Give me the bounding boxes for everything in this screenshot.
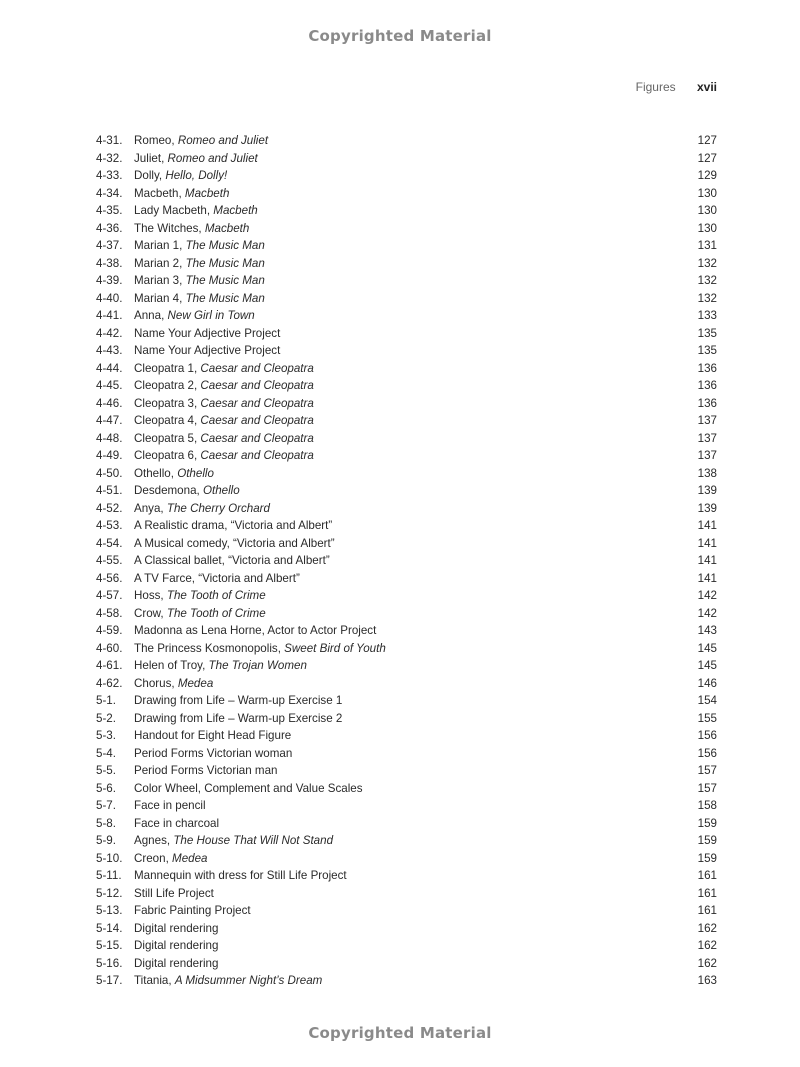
figure-caption <box>134 342 677 360</box>
figure-work-title: Romeo and Juliet <box>177 134 269 147</box>
figure-entry <box>96 272 717 290</box>
figure-page-number: 156 <box>697 746 717 760</box>
figure-number: 4-60. <box>96 641 123 655</box>
figure-caption-text: Period Forms Victorian man <box>134 764 278 777</box>
figure-page-number: 156 <box>697 729 717 742</box>
figure-entry <box>96 430 717 448</box>
figure-entry <box>96 202 717 220</box>
figure-page-number: 155 <box>697 711 717 725</box>
figure-number: 5-6. <box>96 781 116 795</box>
figure-number: 4-54. <box>96 536 123 550</box>
figure-caption-text: Face in pencil <box>134 799 206 812</box>
figure-number: 4-50. <box>96 466 123 480</box>
figure-number: 4-44. <box>96 361 123 375</box>
figure-entry <box>96 342 717 360</box>
figure-page-number: 137 <box>697 414 717 427</box>
figure-page-number: 143 <box>697 624 717 637</box>
figure-caption-text: Romeo, <box>134 134 178 147</box>
figure-page-number: 162 <box>697 956 717 970</box>
figure-caption-text: A Classical ballet, “Victoria and Albert” <box>134 554 330 567</box>
figure-caption <box>134 762 677 780</box>
figure-number: 5-13. <box>96 904 123 917</box>
figure-number: 4-53. <box>96 519 123 532</box>
figure-caption-text: Lady Macbeth, <box>134 204 214 217</box>
figure-number: 5-9. <box>96 834 116 847</box>
figure-page-number: 141 <box>697 519 717 532</box>
figure-entry <box>96 307 717 325</box>
figure-caption-text: Marian 1, <box>134 239 186 252</box>
figure-caption-text: Dolly, <box>134 169 166 182</box>
figure-page-number: 130 <box>697 186 717 200</box>
figure-caption <box>134 797 677 815</box>
figure-caption-text: Hoss, <box>134 589 167 602</box>
figure-page-number: 157 <box>697 764 717 777</box>
figure-entry <box>96 150 717 168</box>
figure-page-number: 139 <box>697 501 717 515</box>
figure-entry <box>96 902 717 920</box>
figure-work-title: The Music Man <box>185 239 265 252</box>
figure-number: 4-46. <box>96 396 123 410</box>
figure-number: 5-4. <box>96 746 116 760</box>
figure-caption <box>134 605 677 623</box>
figure-work-title: Medea <box>177 676 214 690</box>
figure-number: 4-38. <box>96 256 123 270</box>
figure-work-title: The Tooth of Crime <box>166 606 266 620</box>
figure-caption-text: Color Wheel, Complement and Value Scales <box>134 781 363 795</box>
figure-number: 4-56. <box>96 571 123 585</box>
figure-caption <box>134 710 677 728</box>
figure-number: 5-2. <box>96 711 116 725</box>
figure-caption-text: Name Your Adjective Project <box>134 326 281 340</box>
figure-caption <box>134 272 677 290</box>
figure-caption-text: Digital rendering <box>134 921 219 935</box>
figure-caption <box>134 220 677 238</box>
figure-entry <box>96 727 717 745</box>
figure-caption <box>134 185 677 203</box>
figure-caption <box>134 377 677 395</box>
figure-caption-text: Mannequin with dress for Still Life Project <box>134 869 347 882</box>
figure-caption <box>134 587 677 605</box>
figure-entry <box>96 657 717 675</box>
figure-entry <box>96 745 717 763</box>
figure-caption <box>134 482 677 500</box>
figure-work-title: Macbeth <box>184 186 230 200</box>
figure-caption-text: Helen of Troy, <box>134 659 209 672</box>
figure-entry <box>96 132 717 150</box>
figure-caption <box>134 167 677 185</box>
figure-page-number: 159 <box>697 851 717 865</box>
figure-caption <box>134 850 677 868</box>
figure-caption <box>134 955 677 973</box>
figure-caption-text: Digital rendering <box>134 956 219 970</box>
figure-page-number: 145 <box>697 641 717 655</box>
figure-caption <box>134 202 677 220</box>
figure-page-number: 145 <box>697 659 717 672</box>
figure-caption <box>134 780 677 798</box>
figure-caption-text: Cleopatra 6, <box>134 449 201 462</box>
figure-number: 4-34. <box>96 186 123 200</box>
figure-page-number: 129 <box>697 169 717 182</box>
figure-number: 5-1. <box>96 694 116 707</box>
figure-caption <box>134 150 677 168</box>
figure-page-number: 137 <box>697 431 717 445</box>
figure-caption-text: Handout for Eight Head Figure <box>134 729 292 742</box>
figure-caption-text: Agnes, <box>134 834 174 847</box>
figure-entry <box>96 517 717 535</box>
figure-caption <box>134 255 677 273</box>
figure-entry <box>96 797 717 815</box>
figure-page-number: 127 <box>697 134 717 147</box>
figure-caption <box>134 465 677 483</box>
figure-entry <box>96 885 717 903</box>
figure-caption-text: Juliet, <box>134 151 168 165</box>
figure-page-number: 162 <box>697 921 717 935</box>
figure-caption <box>134 412 677 430</box>
figure-page-number: 130 <box>697 221 717 235</box>
figure-caption <box>134 132 677 150</box>
figure-work-title: Hello, Dolly! <box>165 169 228 182</box>
figure-number: 5-12. <box>96 886 123 900</box>
figure-number: 5-14. <box>96 921 123 935</box>
figure-caption-text: Marian 3, <box>134 274 186 287</box>
figure-entry <box>96 412 717 430</box>
figure-caption-text: Drawing from Life – Warm-up Exercise 1 <box>134 694 343 707</box>
figure-page-number: 135 <box>697 344 717 357</box>
figure-entry <box>96 710 717 728</box>
figure-caption-text: A TV Farce, “Victoria and Albert” <box>134 571 300 585</box>
figure-page-number: 158 <box>697 799 717 812</box>
figure-entry <box>96 325 717 343</box>
figure-caption-text: Desdemona, <box>134 484 203 497</box>
figure-caption <box>134 430 677 448</box>
figure-number: 4-35. <box>96 204 123 217</box>
figure-work-title: Macbeth <box>204 221 250 235</box>
figure-entry <box>96 220 717 238</box>
figure-caption <box>134 237 677 255</box>
figure-number: 4-61. <box>96 659 123 672</box>
figure-entry <box>96 850 717 868</box>
figure-caption-text: Drawing from Life – Warm-up Exercise 2 <box>134 711 343 725</box>
figure-number: 4-39. <box>96 274 123 287</box>
figure-caption <box>134 622 677 640</box>
figure-work-title: The Cherry Orchard <box>166 501 270 515</box>
figure-number: 4-37. <box>96 239 123 252</box>
figure-entry <box>96 867 717 885</box>
figure-work-title: Macbeth <box>213 204 258 217</box>
figure-caption-text: Othello, <box>134 466 178 480</box>
figure-page-number: 163 <box>697 974 717 987</box>
figure-entry <box>96 500 717 518</box>
figure-caption <box>134 692 677 710</box>
figure-page-number: 132 <box>697 256 717 270</box>
figure-caption <box>134 517 677 535</box>
figure-caption-text: Cleopatra 5, <box>134 431 201 445</box>
figure-entry <box>96 395 717 413</box>
figure-caption-text: Cleopatra 1, <box>134 361 201 375</box>
figure-caption <box>134 972 677 990</box>
figure-caption-text: Still Life Project <box>134 886 214 900</box>
figure-caption <box>134 447 677 465</box>
figure-number: 4-33. <box>96 169 123 182</box>
figure-entry <box>96 920 717 938</box>
figure-number: 4-45. <box>96 379 123 392</box>
figure-page-number: 137 <box>697 449 717 462</box>
figure-caption-text: Face in charcoal <box>134 816 220 830</box>
figure-caption-text: Name Your Adjective Project <box>134 344 281 357</box>
figure-number: 4-47. <box>96 414 123 427</box>
figure-entry <box>96 587 717 605</box>
figure-number: 4-59. <box>96 624 123 637</box>
figure-list <box>96 132 717 990</box>
figure-caption <box>134 675 677 693</box>
figure-entry <box>96 570 717 588</box>
figure-entry <box>96 290 717 308</box>
figure-number: 4-48. <box>96 431 123 445</box>
figure-work-title: Caesar and Cleopatra <box>200 431 314 445</box>
figure-entry <box>96 185 717 203</box>
figure-caption-text: Cleopatra 3, <box>134 396 201 410</box>
figure-work-title: The Music Man <box>185 291 265 305</box>
figure-caption <box>134 535 677 553</box>
figure-work-title: Medea <box>172 851 208 865</box>
figure-entry <box>96 377 717 395</box>
figure-caption-text: Madonna as Lena Horne, Actor to Actor Project <box>134 624 377 637</box>
figure-caption <box>134 815 677 833</box>
figure-entry <box>96 692 717 710</box>
figure-work-title: Caesar and Cleopatra <box>200 379 314 392</box>
figure-number: 4-51. <box>96 484 123 497</box>
figure-number: 5-16. <box>96 956 123 970</box>
figure-entry <box>96 447 717 465</box>
figure-page-number: 154 <box>697 694 717 707</box>
figure-caption <box>134 500 677 518</box>
figure-number: 4-62. <box>96 676 123 690</box>
figure-caption <box>134 360 677 378</box>
figure-caption <box>134 570 677 588</box>
figure-work-title: The Trojan Women <box>208 659 307 672</box>
figure-work-title: New Girl in Town <box>167 309 255 322</box>
figure-caption-text: The Princess Kosmonopolis, <box>134 641 285 655</box>
figure-page-number: 161 <box>697 904 717 917</box>
figure-page-number: 132 <box>697 291 717 305</box>
figure-caption <box>134 657 677 675</box>
figure-entry <box>96 535 717 553</box>
figure-page-number: 159 <box>697 816 717 830</box>
section-label: Figures <box>635 80 676 94</box>
figure-caption-text: Marian 4, <box>134 291 186 305</box>
figure-entry <box>96 605 717 623</box>
figure-page-number: 161 <box>697 886 717 900</box>
figure-caption <box>134 902 677 920</box>
copyright-watermark-top: Copyrighted Material <box>308 27 492 45</box>
figure-page-number: 135 <box>697 326 717 340</box>
figure-page-number: 136 <box>697 361 717 375</box>
figure-number: 4-36. <box>96 221 123 235</box>
figure-entry <box>96 255 717 273</box>
figure-caption-text: Anya, <box>134 501 167 515</box>
figure-entry <box>96 972 717 990</box>
figure-number: 4-57. <box>96 589 123 602</box>
figure-number: 5-11. <box>96 869 122 882</box>
figure-page-number: 127 <box>697 151 717 165</box>
figure-page-number: 161 <box>697 869 717 882</box>
figure-work-title: Romeo and Juliet <box>167 151 258 165</box>
figure-caption-text: Cleopatra 4, <box>134 414 201 427</box>
figure-caption-text: Fabric Painting Project <box>134 904 251 917</box>
figure-work-title: Othello <box>177 466 214 480</box>
figure-caption <box>134 937 677 955</box>
figure-page-number: 133 <box>697 309 717 322</box>
figure-entry <box>96 815 717 833</box>
figure-page-number: 141 <box>697 571 717 585</box>
figure-page-number: 132 <box>697 274 717 287</box>
figure-caption-text: Titania, <box>134 974 175 987</box>
figure-entry <box>96 675 717 693</box>
figure-caption-text: Macbeth, <box>134 186 185 200</box>
figure-caption-text: Anna, <box>134 309 168 322</box>
figure-page-number: 141 <box>697 536 717 550</box>
figure-page-number: 162 <box>697 939 717 952</box>
figure-number: 4-41. <box>96 309 123 322</box>
figure-caption-text: Crow, <box>134 606 167 620</box>
figure-entry <box>96 237 717 255</box>
figure-caption-text: A Musical comedy, “Victoria and Albert” <box>134 536 335 550</box>
figure-number: 4-40. <box>96 291 123 305</box>
figure-caption-text: Cleopatra 2, <box>134 379 201 392</box>
figure-entry <box>96 622 717 640</box>
figure-caption <box>134 640 677 658</box>
figure-page-number: 146 <box>697 676 717 690</box>
figure-page-number: 142 <box>697 606 717 620</box>
figure-entry <box>96 482 717 500</box>
figure-number: 4-52. <box>96 501 123 515</box>
figure-number: 5-15. <box>96 939 123 952</box>
figure-number: 5-3. <box>96 729 116 742</box>
figure-page-number: 157 <box>697 781 717 795</box>
figure-entry <box>96 167 717 185</box>
figure-work-title: The Music Man <box>185 274 265 287</box>
figure-caption <box>134 307 677 325</box>
running-head <box>96 80 717 94</box>
figure-work-title: The Tooth of Crime <box>166 589 266 602</box>
figure-entry <box>96 937 717 955</box>
figure-caption <box>134 867 677 885</box>
figure-page-number: 136 <box>697 396 717 410</box>
figure-number: 5-5. <box>96 764 116 777</box>
figure-number: 5-17. <box>96 974 123 987</box>
figure-work-title: Sweet Bird of Youth <box>284 641 386 655</box>
figure-page-number: 142 <box>697 589 717 602</box>
figure-work-title: Caesar and Cleopatra <box>200 414 314 427</box>
figure-caption-text: Digital rendering <box>134 939 219 952</box>
figure-page-number: 130 <box>697 204 717 217</box>
figure-entry <box>96 780 717 798</box>
figure-caption-text: Marian 2, <box>134 256 186 270</box>
figure-caption <box>134 885 677 903</box>
figure-entry <box>96 832 717 850</box>
figure-number: 4-55. <box>96 554 123 567</box>
figure-page-number: 131 <box>697 239 717 252</box>
figure-caption <box>134 745 677 763</box>
figure-entry <box>96 955 717 973</box>
figure-work-title: The House That Will Not Stand <box>173 834 334 847</box>
figure-page-number: 141 <box>697 554 717 567</box>
figure-work-title: Caesar and Cleopatra <box>200 449 314 462</box>
figure-caption <box>134 552 677 570</box>
figure-caption <box>134 832 677 850</box>
figure-caption <box>134 920 677 938</box>
figure-number: 4-31. <box>96 134 123 147</box>
figure-caption-text: A Realistic drama, “Victoria and Albert” <box>134 519 333 532</box>
figure-page-number: 159 <box>697 834 717 847</box>
figure-number: 5-7. <box>96 799 116 812</box>
figure-page-number: 136 <box>697 379 717 392</box>
figure-work-title: A Midsummer Night’s Dream <box>174 974 323 987</box>
figure-number: 5-8. <box>96 816 116 830</box>
figure-caption <box>134 395 677 413</box>
figure-work-title: Caesar and Cleopatra <box>200 396 314 410</box>
figure-page-number: 138 <box>697 466 717 480</box>
figure-entry <box>96 762 717 780</box>
page-number: xvii <box>696 80 717 94</box>
figure-entry <box>96 640 717 658</box>
figure-caption-text: Chorus, <box>134 676 178 690</box>
figure-work-title: Caesar and Cleopatra <box>200 361 314 375</box>
figure-page-number: 139 <box>697 484 717 497</box>
figure-number: 4-58. <box>96 606 123 620</box>
figure-entry <box>96 465 717 483</box>
figure-number: 4-43. <box>96 344 123 357</box>
figure-caption-text: Creon, <box>134 851 173 865</box>
figure-number: 4-49. <box>96 449 123 462</box>
figure-work-title: Othello <box>202 484 240 497</box>
figure-work-title: The Music Man <box>185 256 265 270</box>
figure-caption <box>134 727 677 745</box>
figure-entry <box>96 360 717 378</box>
copyright-watermark-bottom: Copyrighted Material <box>308 1024 492 1042</box>
figure-caption <box>134 290 677 308</box>
figure-number: 4-32. <box>96 151 123 165</box>
figure-caption-text: The Witches, <box>134 221 205 235</box>
figure-number: 4-42. <box>96 326 123 340</box>
figure-caption <box>134 325 677 343</box>
figure-number: 5-10. <box>96 851 123 865</box>
figure-caption-text: Period Forms Victorian woman <box>134 746 293 760</box>
figure-entry <box>96 552 717 570</box>
